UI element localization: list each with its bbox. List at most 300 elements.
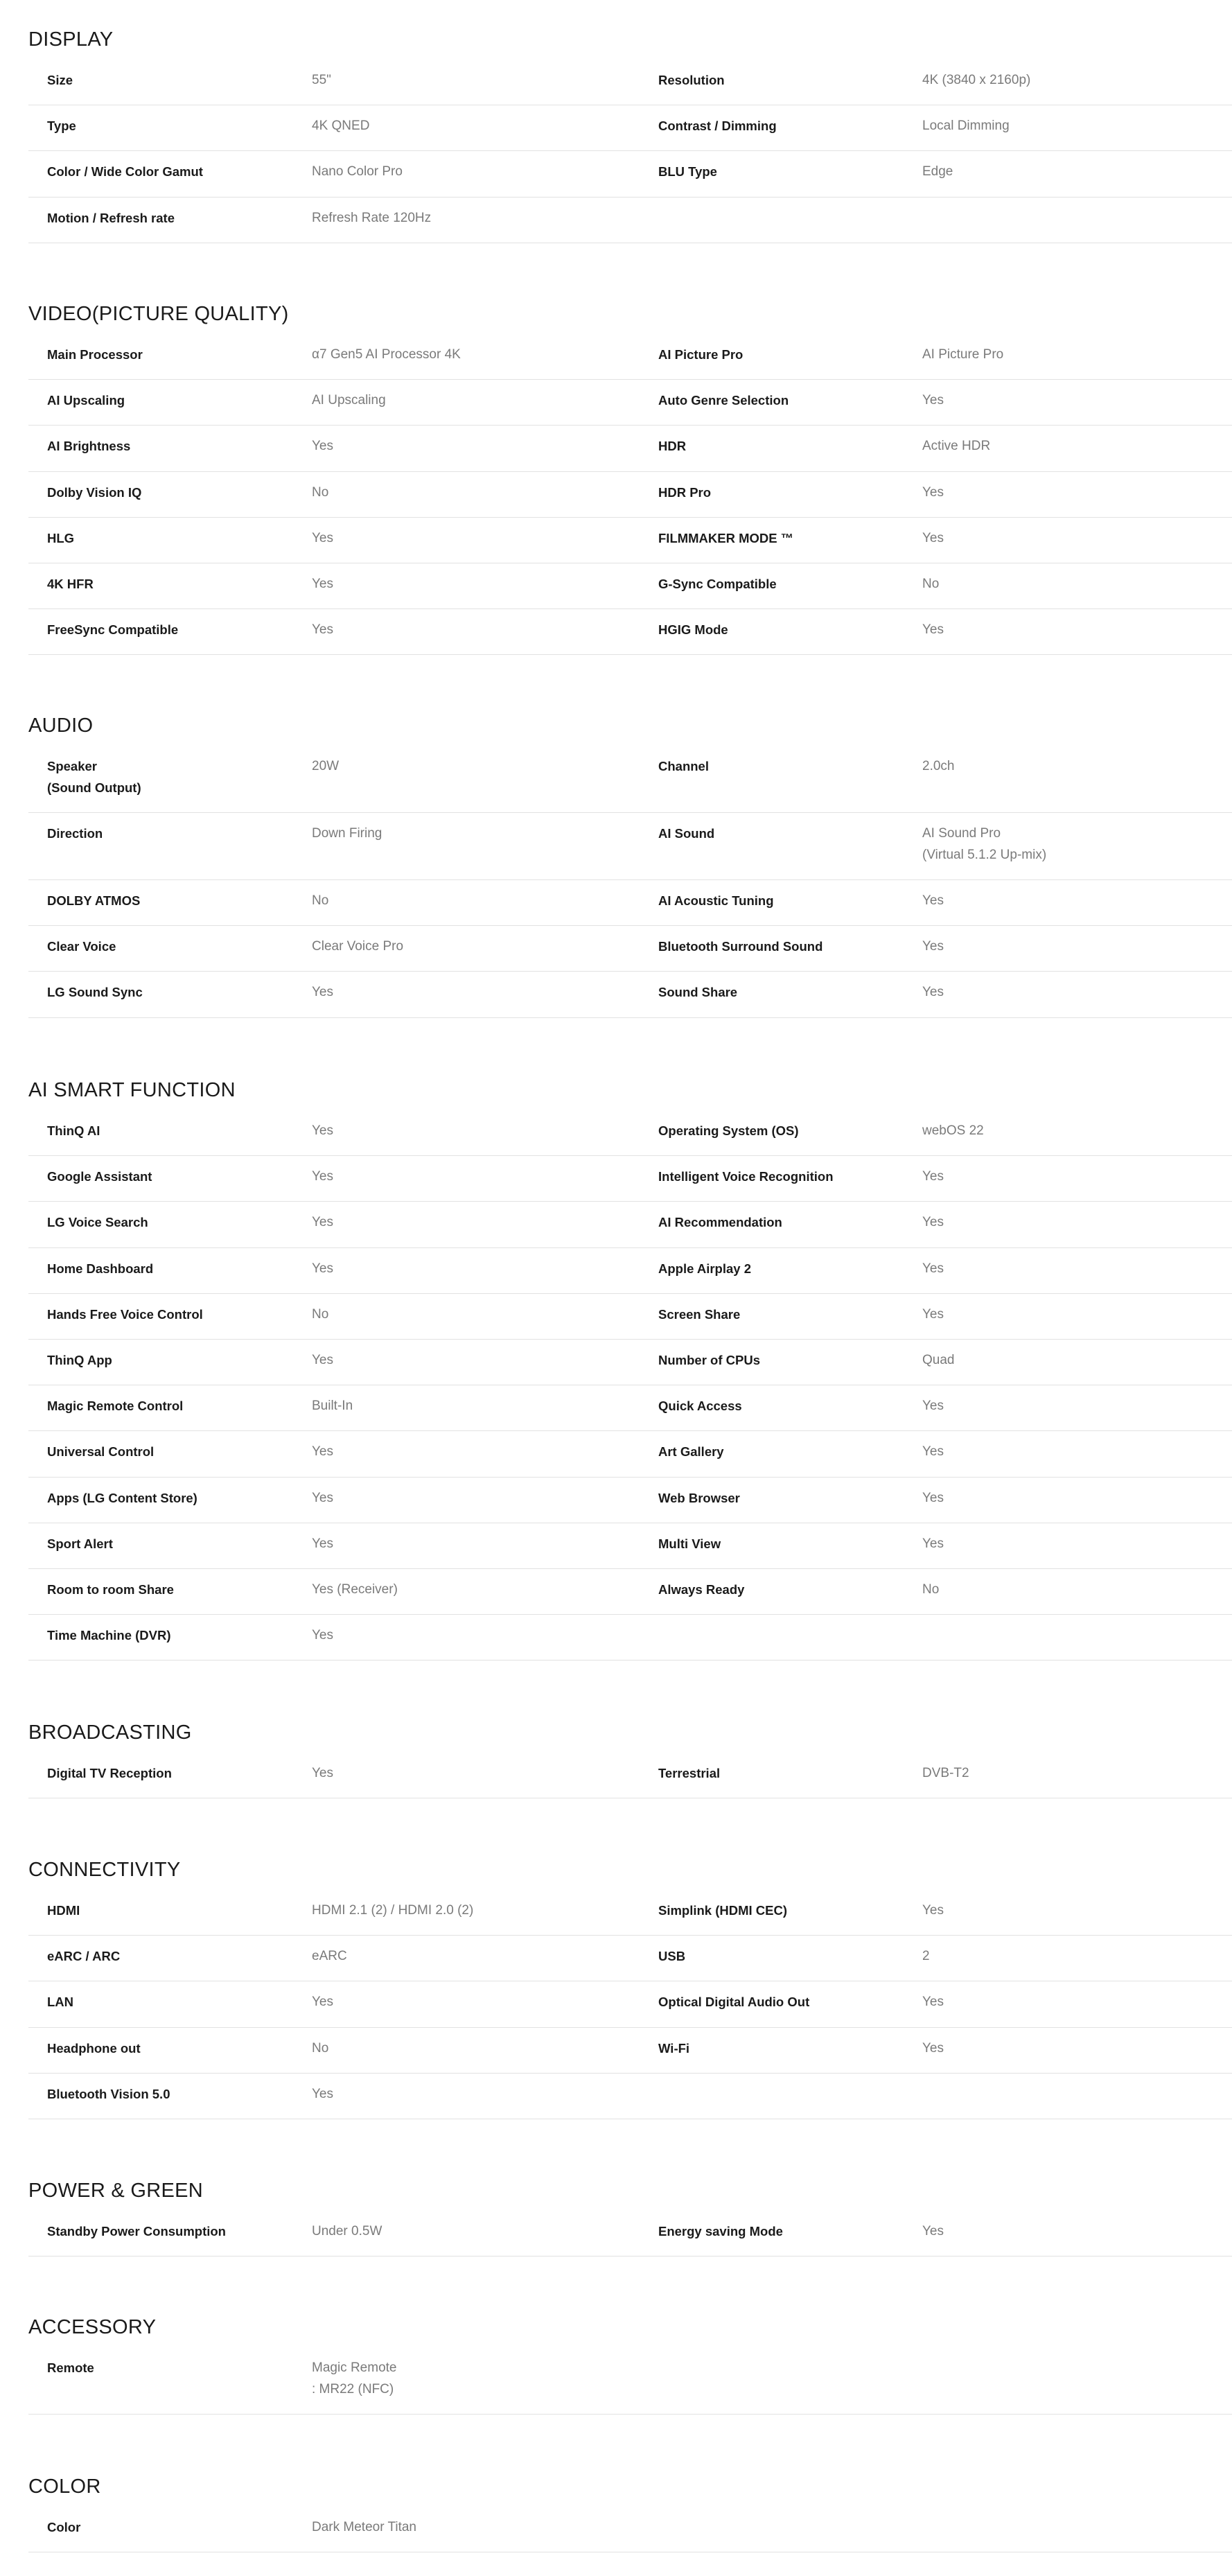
spec-label bbox=[47, 573, 303, 595]
spec-value bbox=[922, 1900, 1227, 1921]
spec-label bbox=[47, 1441, 303, 1462]
spec-value bbox=[922, 1945, 1227, 1967]
spec-label-line: Resolution bbox=[658, 73, 725, 87]
spec-value bbox=[312, 1579, 658, 1600]
spec-value bbox=[312, 435, 658, 457]
spec-label-line: Simplink (HDMI CEC) bbox=[658, 1903, 788, 1918]
spec-label bbox=[658, 482, 922, 503]
spec-label bbox=[658, 1395, 922, 1417]
spec-label bbox=[658, 936, 922, 957]
spec-label-line: Type bbox=[47, 119, 76, 134]
spec-row bbox=[28, 1294, 1232, 1340]
spec-label bbox=[47, 161, 303, 182]
spec-value bbox=[312, 1166, 658, 1187]
spec-label bbox=[47, 1991, 303, 2013]
spec-label bbox=[47, 1166, 303, 1187]
spec-row bbox=[28, 2074, 1232, 2119]
spec-label-line: Channel bbox=[658, 759, 709, 773]
spec-value-line: Active HDR bbox=[922, 439, 991, 454]
spec-label-line: Sport Alert bbox=[47, 1536, 113, 1551]
spec-value-line: Quad bbox=[922, 1353, 955, 1367]
spec-row bbox=[28, 518, 1232, 563]
spec-label-line: Clear Voice bbox=[47, 939, 116, 954]
spec-value-line: Dark Meteor Titan bbox=[312, 2520, 416, 2534]
spec-label bbox=[47, 115, 303, 137]
spec-value-line: Yes bbox=[922, 484, 944, 500]
spec-label bbox=[47, 619, 303, 640]
spec-row bbox=[28, 1890, 1232, 1936]
spec-value-line: AI Picture Pro bbox=[922, 347, 1004, 362]
spec-row bbox=[28, 1615, 1232, 1661]
spec-label bbox=[658, 573, 922, 595]
spec-value-line: eARC bbox=[312, 1949, 347, 1964]
spec-value bbox=[312, 527, 658, 549]
spec-label-line: Auto Genre Selection bbox=[658, 393, 789, 408]
spec-label bbox=[658, 1304, 922, 1325]
spec-label-line: 4K HFR bbox=[47, 577, 94, 591]
spec-value bbox=[312, 115, 658, 137]
spec-value-line: Yes bbox=[922, 1215, 944, 1230]
spec-value bbox=[312, 1441, 658, 1462]
spec-label-line: Number of CPUs bbox=[658, 1353, 760, 1367]
spec-row bbox=[28, 1248, 1232, 1294]
spec-value-line: 55" bbox=[312, 73, 331, 87]
spec-value bbox=[922, 1120, 1227, 1141]
spec-label bbox=[47, 1304, 303, 1325]
spec-value bbox=[312, 1304, 658, 1325]
spec-label bbox=[658, 1211, 922, 1233]
spec-value bbox=[922, 1395, 1227, 1417]
spec-row bbox=[28, 1753, 1232, 1798]
spec-label-line: AI Upscaling bbox=[47, 393, 125, 408]
spec-value-line: HDMI 2.1 (2) / HDMI 2.0 (2) bbox=[312, 1903, 474, 1918]
spec-value-line: AI Sound Pro bbox=[922, 826, 1001, 841]
spec-label-line: AI Picture Pro bbox=[658, 347, 743, 362]
spec-row bbox=[28, 2028, 1232, 2074]
spec-row bbox=[28, 1523, 1232, 1569]
spec-value-line: Yes bbox=[922, 1903, 944, 1918]
spec-label-line: Multi View bbox=[658, 1536, 721, 1551]
spec-value-line: Yes bbox=[922, 985, 944, 1000]
spec-label-line: Sound Share bbox=[658, 985, 738, 1000]
spec-value bbox=[922, 1258, 1227, 1279]
spec-label bbox=[47, 1900, 303, 1921]
spec-value bbox=[922, 573, 1227, 595]
spec-value bbox=[922, 527, 1227, 549]
spec-label bbox=[47, 2038, 303, 2059]
spec-row bbox=[28, 880, 1232, 926]
spec-value-line: 20W bbox=[312, 759, 340, 773]
spec-value-line: 2.0ch bbox=[922, 759, 955, 773]
spec-label-line: HDMI bbox=[47, 1903, 80, 1918]
spec-value-line: Yes bbox=[312, 439, 333, 454]
spec-label-line: Magic Remote Control bbox=[47, 1399, 184, 1414]
spec-value-line: AI Upscaling bbox=[312, 393, 386, 408]
spec-value bbox=[312, 890, 658, 911]
spec-value-line: Yes bbox=[922, 1399, 944, 1414]
spec-label bbox=[658, 890, 922, 911]
spec-label bbox=[47, 936, 303, 957]
spec-label-line: ThinQ App bbox=[47, 1353, 112, 1367]
spec-value-line: Yes bbox=[922, 530, 944, 545]
spec-value-line: (Virtual 5.1.2 Up-mix) bbox=[922, 848, 1047, 862]
spec-value-line: Yes bbox=[312, 1444, 333, 1460]
spec-label bbox=[658, 1487, 922, 1509]
spec-value-line: Yes bbox=[312, 1536, 333, 1551]
spec-label bbox=[47, 1120, 303, 1141]
spec-value bbox=[922, 981, 1227, 1003]
spec-label bbox=[658, 435, 922, 457]
spec-row bbox=[28, 609, 1232, 655]
spec-value bbox=[312, 207, 658, 229]
section-title: BROADCASTING bbox=[28, 1721, 192, 1744]
spec-value bbox=[312, 1991, 658, 2013]
spec-label bbox=[658, 823, 922, 844]
spec-label-line: FreeSync Compatible bbox=[47, 622, 179, 638]
spec-value bbox=[312, 755, 658, 777]
spec-label-line: Contrast / Dimming bbox=[658, 119, 777, 134]
spec-row bbox=[28, 1569, 1232, 1615]
spec-row bbox=[28, 746, 1232, 813]
spec-label bbox=[658, 161, 922, 182]
spec-row bbox=[28, 426, 1232, 471]
spec-value-line: DVB-T2 bbox=[922, 1766, 969, 1780]
spec-label-line: Main Processor bbox=[47, 347, 143, 362]
spec-value bbox=[922, 2220, 1227, 2242]
spec-label bbox=[47, 1487, 303, 1509]
spec-label-line: Always Ready bbox=[658, 1582, 745, 1597]
spec-label bbox=[47, 2516, 303, 2538]
spec-row bbox=[28, 1156, 1232, 1202]
spec-row bbox=[28, 2211, 1232, 2257]
spec-label bbox=[47, 2220, 303, 2242]
section-title: AUDIO bbox=[28, 715, 94, 737]
spec-value bbox=[922, 1211, 1227, 1233]
spec-label bbox=[47, 389, 303, 411]
spec-label-line: Bluetooth Surround Sound bbox=[658, 939, 823, 954]
spec-value bbox=[922, 115, 1227, 137]
spec-value bbox=[312, 482, 658, 503]
spec-label-line: Color / Wide Color Gamut bbox=[47, 164, 203, 179]
spec-value-line: No bbox=[312, 2040, 329, 2056]
section-title: POWER & GREEN bbox=[28, 2180, 204, 2202]
spec-row bbox=[28, 926, 1232, 972]
spec-label-line: Optical Digital Audio Out bbox=[658, 1995, 810, 2010]
spec-value-line: Yes bbox=[312, 577, 333, 591]
section-title: AI SMART FUNCTION bbox=[28, 1079, 236, 1101]
spec-label bbox=[658, 1258, 922, 1279]
spec-label-line: Quick Access bbox=[658, 1399, 742, 1414]
spec-row bbox=[28, 198, 1232, 243]
spec-label bbox=[658, 1166, 922, 1187]
spec-value bbox=[312, 2357, 658, 2400]
spec-label-line: Wi-Fi bbox=[658, 2040, 690, 2056]
spec-row bbox=[28, 563, 1232, 609]
spec-value-line: Yes bbox=[312, 1995, 333, 2010]
spec-value-line: Yes bbox=[922, 1306, 944, 1322]
spec-label bbox=[47, 207, 303, 229]
spec-value-line: Yes bbox=[922, 1444, 944, 1460]
spec-value-line: No bbox=[312, 893, 329, 908]
spec-row bbox=[28, 1202, 1232, 1247]
spec-value-line: Yes bbox=[922, 1490, 944, 1505]
spec-value bbox=[312, 936, 658, 957]
spec-value bbox=[312, 2083, 658, 2105]
spec-label-line: LAN bbox=[47, 1995, 74, 2010]
spec-value-line: Yes bbox=[312, 530, 333, 545]
spec-value bbox=[312, 1945, 658, 1967]
spec-row bbox=[28, 1385, 1232, 1431]
spec-value-line: Yes (Receiver) bbox=[312, 1582, 398, 1597]
spec-value-line: Yes bbox=[922, 622, 944, 638]
spec-value bbox=[312, 1211, 658, 1233]
spec-label-line: Color bbox=[47, 2520, 81, 2534]
spec-value-line: Edge bbox=[922, 164, 953, 179]
spec-value bbox=[312, 1349, 658, 1371]
spec-label-line: Apple Airplay 2 bbox=[658, 1261, 751, 1276]
spec-label-line: Time Machine (DVR) bbox=[47, 1628, 171, 1643]
spec-label-line: Motion / Refresh rate bbox=[47, 210, 175, 225]
spec-value-line: No bbox=[922, 577, 940, 591]
spec-value bbox=[922, 1762, 1227, 1784]
spec-label bbox=[658, 2038, 922, 2059]
spec-value bbox=[312, 389, 658, 411]
spec-label bbox=[658, 115, 922, 137]
spec-label bbox=[658, 1991, 922, 2013]
spec-label-line: AI Recommendation bbox=[658, 1215, 782, 1230]
spec-label bbox=[658, 2220, 922, 2242]
spec-label bbox=[47, 1395, 303, 1417]
spec-value-line: Magic Remote bbox=[312, 2360, 397, 2375]
spec-value bbox=[312, 69, 658, 91]
spec-value-line: Yes bbox=[922, 893, 944, 908]
spec-value-line: Yes bbox=[312, 1261, 333, 1276]
spec-label bbox=[47, 823, 303, 844]
spec-label-line: DOLBY ATMOS bbox=[47, 893, 141, 908]
spec-value bbox=[312, 573, 658, 595]
spec-value-line: Local Dimming bbox=[922, 119, 1010, 134]
spec-row bbox=[28, 1936, 1232, 1981]
spec-value bbox=[312, 1395, 658, 1417]
spec-value bbox=[922, 389, 1227, 411]
spec-value-line: Under 0.5W bbox=[312, 2224, 382, 2238]
spec-value-line: Yes bbox=[922, 2040, 944, 2056]
spec-row bbox=[28, 972, 1232, 1017]
spec-label-line: Digital TV Reception bbox=[47, 1766, 172, 1780]
spec-value bbox=[312, 823, 658, 844]
spec-value-line: No bbox=[922, 1582, 940, 1597]
spec-value-line: Yes bbox=[312, 1215, 333, 1230]
spec-label bbox=[47, 1579, 303, 1600]
spec-row bbox=[28, 2507, 1232, 2552]
spec-value bbox=[312, 1258, 658, 1279]
spec-value bbox=[922, 1441, 1227, 1462]
spec-row bbox=[28, 60, 1232, 105]
spec-value-line: Yes bbox=[922, 1169, 944, 1184]
spec-label-line: Headphone out bbox=[47, 2040, 141, 2056]
spec-value-line: Refresh Rate 120Hz bbox=[312, 210, 432, 225]
spec-row bbox=[28, 1981, 1232, 2027]
spec-label-line: HDR Pro bbox=[658, 484, 712, 500]
spec-value-line: Yes bbox=[312, 1169, 333, 1184]
spec-value-line: Yes bbox=[922, 1995, 944, 2010]
spec-value-line: No bbox=[312, 484, 329, 500]
spec-value bbox=[922, 1991, 1227, 2013]
spec-label-line: Remote bbox=[47, 2360, 94, 2375]
spec-value bbox=[922, 1166, 1227, 1187]
spec-value bbox=[922, 890, 1227, 911]
spec-label bbox=[658, 1900, 922, 1921]
spec-label bbox=[658, 344, 922, 365]
spec-value-line: Yes bbox=[922, 2224, 944, 2238]
spec-label bbox=[47, 2357, 303, 2378]
spec-value bbox=[922, 755, 1227, 777]
section-title: CONNECTIVITY bbox=[28, 1859, 181, 1881]
spec-label bbox=[47, 1349, 303, 1371]
spec-value bbox=[922, 1487, 1227, 1509]
spec-value-line: Yes bbox=[312, 2086, 333, 2101]
spec-value bbox=[312, 981, 658, 1003]
spec-label bbox=[658, 755, 922, 777]
spec-value-line: α7 Gen5 AI Processor 4K bbox=[312, 347, 461, 362]
spec-label bbox=[658, 389, 922, 411]
spec-value-line: Yes bbox=[312, 1353, 333, 1367]
spec-label-line: AI Acoustic Tuning bbox=[658, 893, 774, 908]
spec-value bbox=[922, 482, 1227, 503]
spec-label bbox=[47, 69, 303, 91]
spec-label-line: LG Voice Search bbox=[47, 1215, 148, 1230]
spec-label bbox=[47, 2083, 303, 2105]
spec-value-line: Yes bbox=[312, 622, 333, 638]
spec-value-line: 2 bbox=[922, 1949, 930, 1964]
spec-value-line: No bbox=[312, 1306, 329, 1322]
spec-label-line: Standby Power Consumption bbox=[47, 2224, 226, 2238]
spec-label bbox=[658, 1349, 922, 1371]
spec-value-line: Yes bbox=[312, 985, 333, 1000]
spec-label-line: eARC / ARC bbox=[47, 1949, 121, 1964]
spec-label-line: (Sound Output) bbox=[47, 780, 141, 795]
spec-label bbox=[658, 527, 922, 549]
spec-row bbox=[28, 380, 1232, 426]
spec-label-line: Screen Share bbox=[658, 1306, 741, 1322]
spec-label-line: Bluetooth Vision 5.0 bbox=[47, 2086, 170, 2101]
spec-value bbox=[922, 69, 1227, 91]
spec-row bbox=[28, 1478, 1232, 1523]
spec-label bbox=[47, 482, 303, 503]
spec-value-line: Yes bbox=[312, 1766, 333, 1780]
spec-label bbox=[658, 619, 922, 640]
spec-label bbox=[47, 890, 303, 911]
spec-value bbox=[922, 1304, 1227, 1325]
spec-row bbox=[28, 151, 1232, 197]
spec-label-line: Dolby Vision IQ bbox=[47, 484, 142, 500]
spec-value bbox=[312, 161, 658, 182]
spec-value bbox=[312, 344, 658, 365]
spec-value-line: Yes bbox=[312, 1628, 333, 1643]
section-title: ACCESSORY bbox=[28, 2316, 157, 2338]
spec-label bbox=[47, 1762, 303, 1784]
spec-label bbox=[47, 527, 303, 549]
spec-label-line: HGIG Mode bbox=[658, 622, 728, 638]
spec-label-line: Home Dashboard bbox=[47, 1261, 154, 1276]
spec-label-line: Intelligent Voice Recognition bbox=[658, 1169, 834, 1184]
spec-label bbox=[658, 1533, 922, 1554]
spec-label bbox=[658, 981, 922, 1003]
spec-value bbox=[312, 2038, 658, 2059]
spec-label-line: LG Sound Sync bbox=[47, 985, 143, 1000]
spec-label-line: HDR bbox=[658, 439, 687, 454]
spec-label bbox=[47, 1945, 303, 1967]
spec-label-line: Operating System (OS) bbox=[658, 1123, 799, 1138]
spec-value-line: Built-In bbox=[312, 1399, 353, 1414]
spec-value bbox=[312, 1624, 658, 1646]
spec-label bbox=[658, 69, 922, 91]
spec-label-line: Direction bbox=[47, 826, 103, 841]
spec-value bbox=[922, 823, 1227, 866]
spec-row bbox=[28, 105, 1232, 151]
spec-row bbox=[28, 1110, 1232, 1156]
spec-value-line: : MR22 (NFC) bbox=[312, 2382, 394, 2397]
spec-label-line: Google Assistant bbox=[47, 1169, 152, 1184]
spec-label-line: Universal Control bbox=[47, 1444, 155, 1460]
spec-value bbox=[922, 1579, 1227, 1600]
spec-value-line: 4K (3840 x 2160p) bbox=[922, 73, 1031, 87]
spec-row bbox=[28, 1340, 1232, 1385]
spec-label bbox=[47, 755, 303, 798]
spec-value bbox=[312, 1900, 658, 1921]
spec-value-line: Yes bbox=[312, 1123, 333, 1138]
spec-value bbox=[922, 161, 1227, 182]
spec-label bbox=[47, 435, 303, 457]
spec-value-line: Yes bbox=[922, 393, 944, 408]
spec-value bbox=[312, 2220, 658, 2242]
spec-value-line: 4K QNED bbox=[312, 119, 370, 134]
spec-value bbox=[312, 1120, 658, 1141]
spec-label-line: Hands Free Voice Control bbox=[47, 1306, 203, 1322]
spec-value bbox=[312, 2516, 658, 2538]
spec-value-line: Clear Voice Pro bbox=[312, 939, 404, 954]
spec-label-line: Size bbox=[47, 73, 73, 87]
spec-label-line: BLU Type bbox=[658, 164, 717, 179]
spec-value-line: Yes bbox=[922, 1536, 944, 1551]
section-title: COLOR bbox=[28, 2476, 101, 2498]
spec-value-line: Down Firing bbox=[312, 826, 382, 841]
spec-label-line: G-Sync Compatible bbox=[658, 577, 777, 591]
spec-value bbox=[922, 435, 1227, 457]
spec-value bbox=[312, 1533, 658, 1554]
spec-value bbox=[312, 1487, 658, 1509]
spec-label-line: ThinQ AI bbox=[47, 1123, 100, 1138]
spec-label bbox=[47, 1258, 303, 1279]
spec-label-line: AI Brightness bbox=[47, 439, 131, 454]
spec-label bbox=[47, 1211, 303, 1233]
spec-label-line: Art Gallery bbox=[658, 1444, 724, 1460]
spec-row bbox=[28, 2347, 1232, 2415]
spec-label bbox=[658, 1945, 922, 1967]
spec-label-line: Apps (LG Content Store) bbox=[47, 1490, 197, 1505]
spec-value bbox=[922, 344, 1227, 365]
spec-row bbox=[28, 472, 1232, 518]
spec-value-line: Yes bbox=[922, 1261, 944, 1276]
spec-value bbox=[922, 1349, 1227, 1371]
spec-label-line: Terrestrial bbox=[658, 1766, 721, 1780]
spec-label-line: FILMMAKER MODE ™ bbox=[658, 530, 794, 545]
spec-label bbox=[658, 1441, 922, 1462]
spec-value-line: Yes bbox=[922, 939, 944, 954]
spec-label-line: Web Browser bbox=[658, 1490, 740, 1505]
section-title: VIDEO(PICTURE QUALITY) bbox=[28, 303, 289, 325]
spec-row bbox=[28, 334, 1232, 380]
